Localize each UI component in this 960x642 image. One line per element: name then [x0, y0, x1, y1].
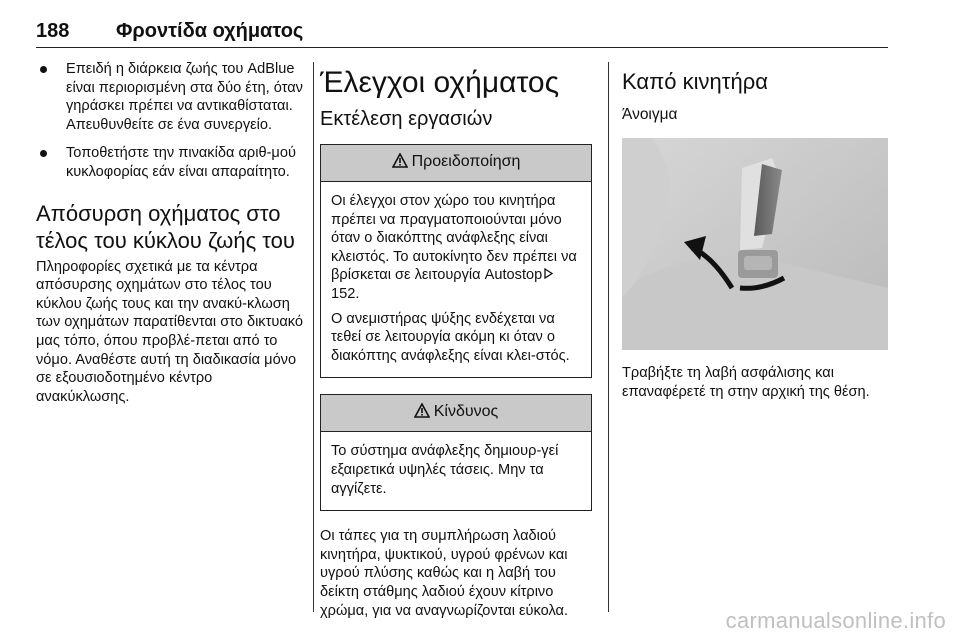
section-heading: Απόσυρση οχήματος στο τέλος του κύκλου ζωής του [36, 200, 295, 253]
danger-box [320, 394, 592, 511]
warning-triangle-icon [414, 403, 430, 423]
danger-box-heading: Κίνδυνος [321, 395, 591, 432]
chapter-title: Έλεγχοι οχήματος [320, 66, 560, 99]
warning-box [320, 144, 592, 378]
column-left [36, 60, 306, 406]
warning-box-body: Οι έλεγχοι στον χώρο του κινητήρα πρέπει να πραγματοποιούνται μόνο όταν ο διακόπτης ανάφλεξης είναι κλειστός. Το αυτοκίνητο δεν πρέπει να βρίσκεται σε λειτουργία Autostop152. Ο ανεμιστήρας ψύξης ενδέχεται να τεθεί σε λειτουργία ακόμη κι όταν ο διακόπτης ανάφλεξης είναι κλει‑στός. [331, 193, 577, 364]
section-body: Πληροφορίες σχετικά με τα κέντρα απόσυρσης οχημάτων στο τέλος του κύκλου ζωής τους και την ανακύ‑κλωση των οχημάτων παρατίθενται στο δικτυακό μας τόπο, όπου προβλέ‑πεται από το νόμο. Αναθέστε αυτή τη διαδικασία μόνο σε εξουσιοδοτημένο κέντρο ανακύκλωσης. [36, 258, 304, 405]
list-item: Επειδή η διάρκεια ζωής του AdBlue είναι περιορισμένη στα δύο έτη, όταν γηράσκει πρέπει να αντικαθίσταται. Απευθυνθείτε σε ένα συνεργείο. [36, 60, 306, 134]
subsection-heading: Άνοιγμα [622, 106, 678, 123]
column-right [622, 60, 888, 401]
warning-triangle-icon [392, 153, 408, 173]
photo-caption: Τραβήξτε τη λαβή ασφάλισης και επαναφέρετέ τη στην αρχική της θέση. [622, 365, 870, 400]
section-heading: Εκτέλεση εργασιών [320, 108, 493, 130]
bullet-icon [40, 150, 47, 157]
body-text: Οι τάπες για τη συμπλήρωση λαδιού κινητήρα, ψυκτικού, υγρού φρένων και υγρού πλύσης καθώς και η λαβή του δείκτη στάθμης λαδιού έχουν κίτρινο χρώμα, για να αναγνωρίζονται εύκολα. [320, 528, 569, 619]
section-heading: Καπό κινητήρα [622, 69, 768, 94]
warning-box-heading: Προειδοποίηση [321, 145, 591, 182]
running-title: Φροντίδα οχήματος [116, 20, 304, 42]
column-divider [313, 62, 314, 612]
column-middle [320, 60, 592, 620]
page-reference-link[interactable]: 152. [331, 285, 360, 302]
danger-box-body: Το σύστημα ανάφλεξης δημιουρ‑γεί εξαιρετικά υψηλές τάσεις. Μην τα αγγίζετε. [331, 443, 559, 497]
watermark: carmanualsonline.info [725, 608, 946, 633]
page-number: 188 [36, 20, 70, 42]
column-divider [608, 62, 609, 612]
hood-release-lever-photo [622, 138, 888, 350]
page-header [36, 14, 888, 48]
list-item: Τοποθετήστε την πινακίδα αριθ‑μού κυκλοφορίας εάν είναι απαραίτητο. [36, 144, 306, 181]
page-reference-icon [544, 266, 553, 285]
bullet-list [36, 60, 306, 182]
bullet-icon [40, 66, 47, 73]
